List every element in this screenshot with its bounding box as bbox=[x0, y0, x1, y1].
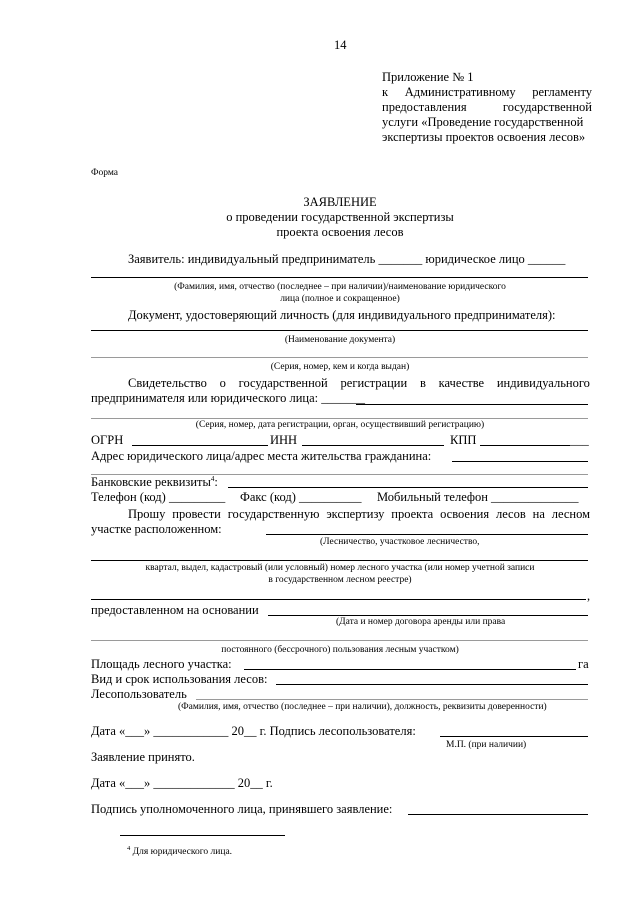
certificate-line-2: предпринимателя или юридического лица: _______ bbox=[91, 391, 366, 405]
cert-word: индивидуального bbox=[496, 376, 590, 390]
bank-details-field[interactable] bbox=[228, 487, 588, 488]
appendix-word: Административному bbox=[404, 85, 516, 99]
authorized-signature-label: Подпись уполномоченного лица, принявшего заявление: bbox=[91, 802, 393, 816]
applicant-name-line[interactable] bbox=[91, 277, 588, 278]
cert-word: в bbox=[419, 376, 426, 390]
usage-field[interactable] bbox=[276, 684, 588, 685]
document-title: ЗАЯВЛЕНИЕ bbox=[303, 195, 377, 209]
inn-field[interactable] bbox=[302, 445, 444, 446]
kpp-field[interactable] bbox=[480, 445, 570, 446]
certificate-line-1 bbox=[128, 377, 590, 390]
stamp-label: М.П. (при наличии) bbox=[446, 740, 527, 750]
area-unit: га bbox=[578, 657, 589, 671]
cert-word: регистрации bbox=[340, 376, 408, 390]
area-field[interactable] bbox=[244, 669, 576, 670]
forest-user-field[interactable] bbox=[196, 699, 588, 700]
appendix-line-5: экспертизы проектов освоения лесов» bbox=[382, 130, 586, 144]
id-document-label: Документ, удостоверяющий личность (для индивидуального предпринимателя): bbox=[128, 308, 556, 322]
mobile-label: Мобильный телефон ______________ bbox=[377, 490, 579, 504]
forestry-caption: (Лесничество, участковое лесничество, bbox=[320, 537, 480, 547]
doc-series-caption: (Серия, номер, кем и когда выдан) bbox=[270, 362, 410, 372]
cert-word: о bbox=[219, 376, 226, 390]
request-word: на bbox=[532, 507, 545, 521]
request-word: Прошу bbox=[128, 507, 166, 521]
plot-caption-2: в государственном лесном реестре) bbox=[268, 575, 412, 585]
doc-name-line[interactable] bbox=[91, 330, 588, 331]
doc-series-line[interactable] bbox=[91, 357, 588, 358]
ogrn-label: ОГРН bbox=[91, 433, 124, 447]
basis-field[interactable] bbox=[268, 615, 588, 616]
request-word: освоения bbox=[440, 507, 490, 521]
kpp-label: КПП bbox=[450, 433, 477, 447]
plot-field-2[interactable] bbox=[91, 599, 586, 600]
basis-label: предоставленном на основании bbox=[91, 603, 259, 617]
applicant-caption-2: лица (полное и сокращенное) bbox=[280, 294, 400, 304]
area-label: Площадь лесного участка: bbox=[91, 657, 232, 671]
request-word: провести bbox=[172, 507, 221, 521]
applicant-type-line: Заявитель: индивидуальный предприниматель _______ юридическое лицо ______ bbox=[128, 252, 566, 266]
footnote bbox=[127, 846, 232, 858]
forest-user-label: Лесопользователь bbox=[91, 687, 187, 701]
address-field[interactable] bbox=[452, 461, 588, 462]
document-subtitle-2: проекта освоения лесов bbox=[276, 225, 404, 239]
appendix-word: к bbox=[382, 85, 389, 99]
lease-field-2[interactable] bbox=[91, 640, 588, 641]
date-signature-line: Дата «___» ____________ 20__ г. Подпись лесопользователя: bbox=[91, 724, 416, 738]
bank-footnote-mark: 4 bbox=[210, 475, 215, 483]
request-word: лесов bbox=[495, 507, 526, 521]
plot-field[interactable] bbox=[91, 560, 588, 561]
request-word: государственную bbox=[227, 507, 320, 521]
usage-label: Вид и срок использования лесов: bbox=[91, 672, 268, 686]
plot-caption: квартал, выдел, кадастровый (или условный) номер лесного участка (или номер учетной записи bbox=[145, 563, 535, 573]
lease-caption: (Дата и номер договора аренды или права bbox=[336, 617, 506, 627]
footnote-mark: 4 bbox=[127, 845, 131, 852]
cert-word: качестве bbox=[438, 376, 485, 390]
appendix-word: предоставления bbox=[382, 100, 467, 114]
appendix-word: государственной bbox=[502, 100, 592, 114]
request-word: проекта bbox=[391, 507, 434, 521]
forest-user-caption: (Фамилия, имя, отчество (последнее – при наличии), должность, реквизиты доверенности) bbox=[178, 702, 547, 712]
footnote-text: Для юридического лица. bbox=[132, 847, 233, 858]
fax-label: Факс (код) __________ bbox=[240, 490, 362, 504]
footnote-separator bbox=[120, 835, 285, 836]
ogrn-field[interactable] bbox=[132, 445, 268, 446]
phone-label: Телефон (код) _________ bbox=[91, 490, 226, 504]
page-number: 14 bbox=[334, 38, 347, 52]
appendix-line-2 bbox=[382, 86, 592, 99]
appendix-word: регламенту bbox=[532, 85, 592, 99]
certificate-field-line[interactable] bbox=[356, 404, 588, 405]
cert-word: Свидетельство bbox=[128, 376, 207, 390]
comma: , bbox=[587, 589, 591, 603]
request-line-2: участке расположенном: bbox=[91, 522, 222, 536]
applicant-caption: (Фамилия, имя, отчество (последнее – при наличии)/наименование юридического bbox=[174, 282, 506, 292]
authorized-signature-field[interactable] bbox=[408, 814, 588, 815]
certificate-caption: (Серия, номер, дата регистрации, орган, осуществивший регистрацию) bbox=[195, 420, 485, 430]
request-line-1 bbox=[128, 508, 590, 521]
accepted-label: Заявление принято. bbox=[91, 750, 195, 764]
certificate-details-line[interactable] bbox=[91, 418, 588, 419]
appendix-line-4: услуги «Проведение государственной bbox=[382, 115, 584, 129]
forestry-field[interactable] bbox=[266, 534, 588, 535]
lease-caption-2: постоянного (бессрочного) пользования лесным участком) bbox=[221, 645, 459, 655]
bank-details-label: Банковские реквизиты$^4$: bbox=[91, 475, 218, 490]
cert-word: государственной bbox=[238, 376, 328, 390]
request-word: экспертизу bbox=[326, 507, 385, 521]
doc-name-caption: (Наименование документа) bbox=[284, 335, 396, 345]
kpp-tail: ___ bbox=[570, 433, 589, 447]
appendix-title: Приложение № 1 bbox=[382, 70, 474, 84]
address-label: Адрес юридического лица/адрес места жительства гражданина: bbox=[91, 449, 432, 463]
form-label: Форма bbox=[91, 168, 119, 178]
user-signature-field[interactable] bbox=[440, 736, 588, 737]
appendix-line-3 bbox=[382, 101, 592, 114]
request-word: лесном bbox=[551, 507, 590, 521]
acceptance-date-line: Дата «___» _____________ 20__ г. bbox=[91, 776, 273, 790]
document-subtitle: о проведении государственной экспертизы bbox=[226, 210, 454, 224]
inn-label: ИНН bbox=[270, 433, 298, 447]
